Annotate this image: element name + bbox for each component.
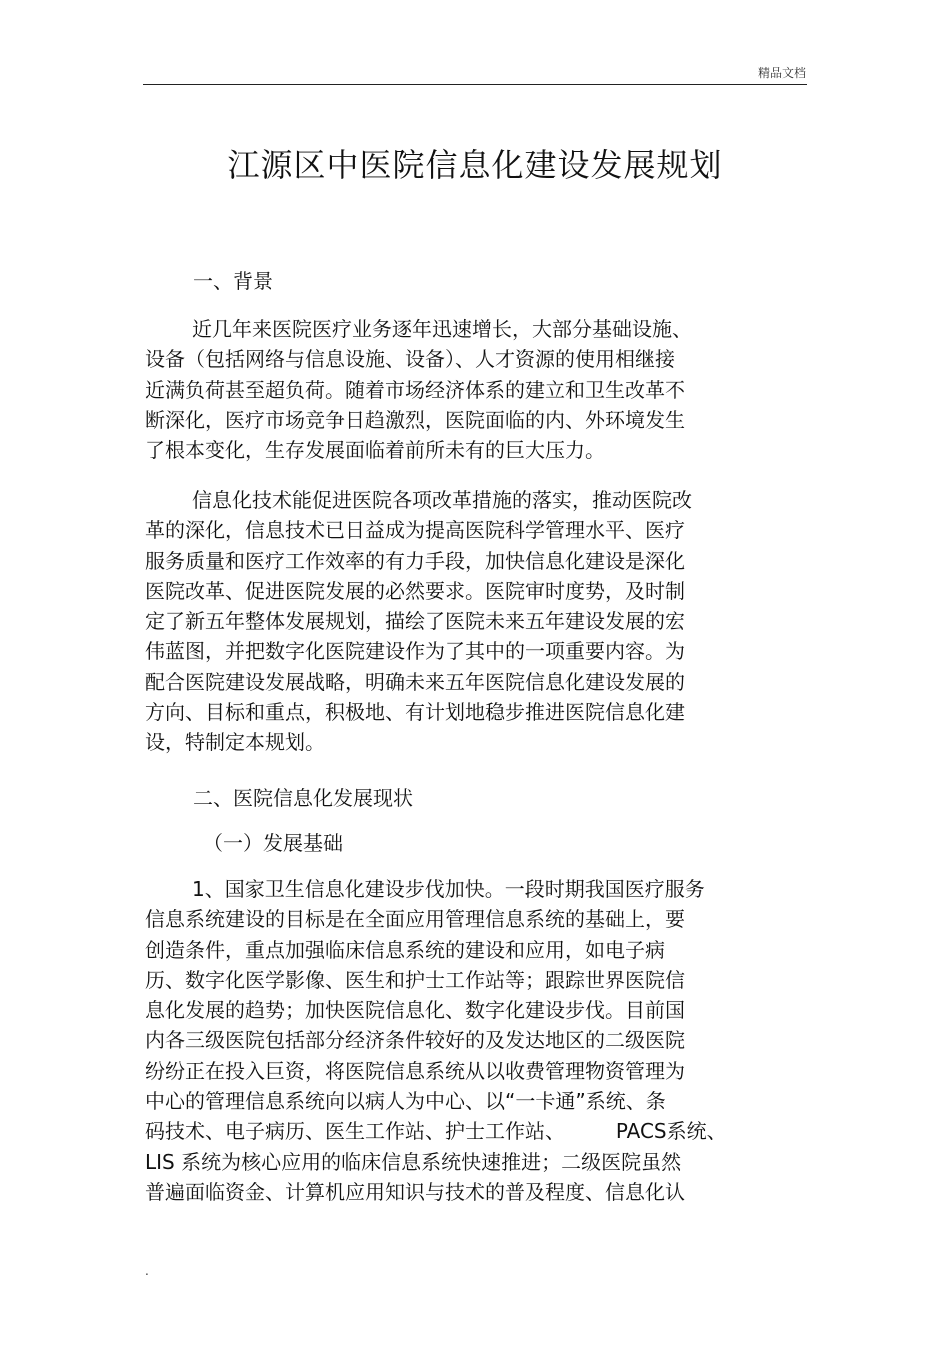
paragraph-line: 息化发展的趋势；加快医院信息化、数字化建设步伐。目前国: [145, 998, 685, 1023]
page-header-label: 精品文档: [757, 66, 806, 80]
paragraph-line: LIS 系统为核心应用的临床信息系统快速推进；二级医院虽然: [145, 1149, 682, 1174]
paragraph-background-2: [145, 485, 757, 758]
paragraph-line: 医院改革、促进医院发展的必然要求。医院审时度势，及时制: [145, 578, 685, 603]
paragraph-line: 配合医院建设发展战略，明确未来五年医院信息化建设发展的: [145, 669, 685, 694]
footer-mark: .: [145, 1264, 149, 1278]
document-title: 江源区中医院信息化建设发展规划: [227, 146, 723, 184]
paragraph-line: 设备（包括网络与信息设施、设备）、人才资源的使用相继接: [145, 347, 675, 372]
paragraph-line: 方向、目标和重点，积极地、有计划地稳步推进医院信息化建: [145, 700, 685, 725]
paragraph-line: 断深化，医疗市场竞争日趋激烈，医院面临的内、外环境发生: [145, 407, 685, 432]
paragraph-line: 了根本变化，生存发展面临着前所未有的巨大压力。: [145, 438, 605, 463]
paragraph-line: 定了新五年整体发展规划，描绘了医院未来五年建设发展的宏: [145, 609, 685, 634]
paragraph-line: 纷纷正在投入巨资，将医院信息系统从以收费管理物资管理为: [145, 1058, 685, 1083]
paragraph-line: 设，特制定本规划。: [145, 730, 325, 755]
paragraph-line: 1、国家卫生信息化建设步伐加快。一段时期我国医疗服务: [192, 877, 705, 901]
paragraph-line: 近满负荷甚至超负荷。随着市场经济体系的建立和卫生改革不: [145, 377, 685, 402]
paragraph-foundation-1: [145, 874, 757, 1207]
paragraph-line: 近几年来医院医疗业务逐年迅速增长，大部分基础设施、: [192, 317, 692, 341]
paragraph-line: 普遍面临资金、计算机应用知识与技术的普及程度、信息化认: [145, 1179, 685, 1204]
paragraph-line: 服务质量和医疗工作效率的有力手段，加快信息化建设是深化: [145, 548, 685, 573]
paragraph-line: 信息系统建设的目标是在全面应用管理信息系统的基础上，要: [145, 907, 685, 932]
paragraph-background-1: [145, 314, 757, 465]
paragraph-line: 信息化技术能促进医院各项改革措施的落实，推动医院改: [192, 488, 692, 512]
section-heading-background: 一、背景: [193, 269, 273, 293]
paragraph-line: 中心的管理信息系统向以病人为中心、以“一卡通”系统、条: [145, 1089, 666, 1114]
paragraph-line: 内各三级医院包括部分经济条件较好的及发达地区的二级医院: [145, 1028, 685, 1053]
subsection-heading-foundation: （一）发展基础: [203, 831, 343, 855]
section-heading-status: 二、医院信息化发展现状: [193, 786, 413, 810]
paragraph-line: 码技术、电子病历、医生工作站、护士工作站、 PACS系统、: [145, 1119, 727, 1144]
paragraph-line: 革的深化，信息技术已日益成为提高医院科学管理水平、医疗: [145, 518, 685, 543]
paragraph-line: 伟蓝图，并把数字化医院建设作为了其中的一项重要内容。为: [145, 639, 685, 664]
paragraph-line: 创造条件，重点加强临床信息系统的建设和应用，如电子病: [145, 937, 665, 962]
paragraph-line: 历、数字化医学影像、医生和护士工作站等；跟踪世界医院信: [145, 967, 685, 992]
header-divider: [143, 84, 807, 85]
